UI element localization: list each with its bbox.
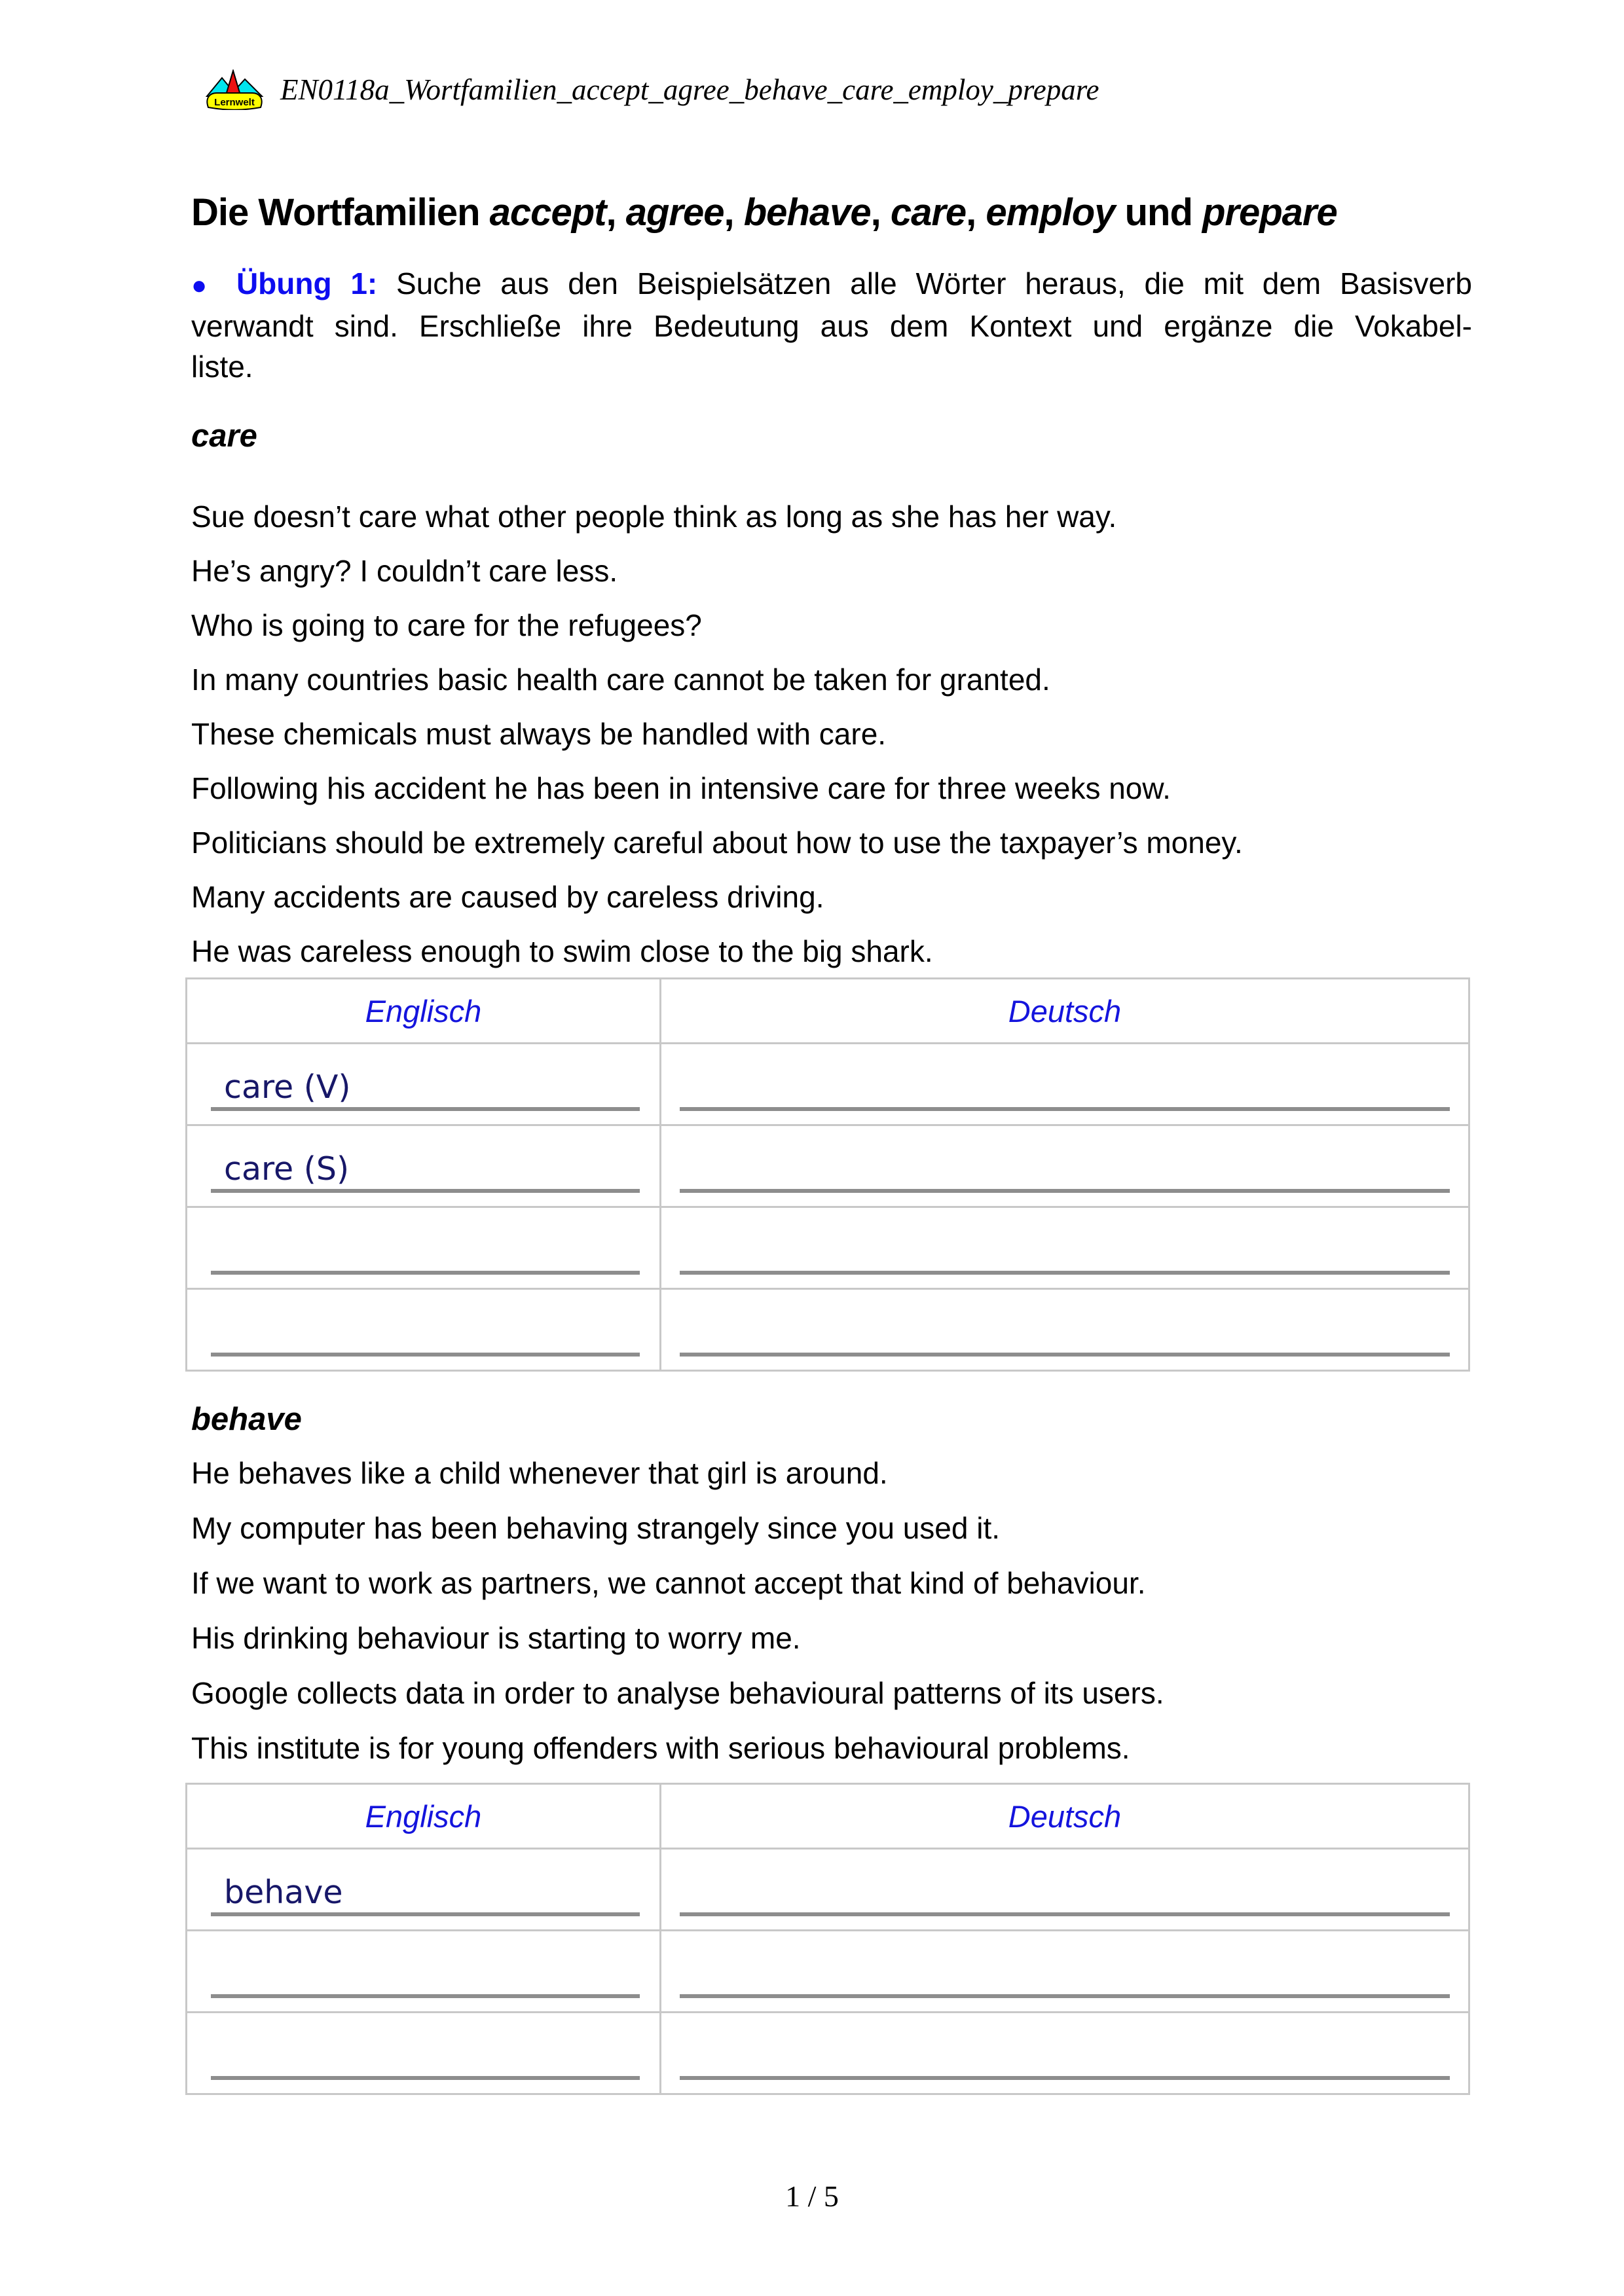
fill-in-line xyxy=(680,1994,1450,1998)
fill-in-line xyxy=(680,1912,1450,1916)
title-part-word: accept xyxy=(489,191,606,234)
example-sentence: My computer has been behaving strangely since you used it. xyxy=(191,1511,1001,1545)
section-heading-behave: behave xyxy=(191,1402,302,1437)
table-header-english: Englisch xyxy=(187,1785,661,1848)
fill-in-line xyxy=(680,1271,1450,1275)
german-cell xyxy=(661,1850,1468,1929)
table-row xyxy=(187,1929,1468,2011)
english-cell xyxy=(187,1290,661,1370)
example-sentence: In many countries basic health care cannot be taken for granted. xyxy=(191,662,1050,697)
instructions-line: liste. xyxy=(191,350,253,384)
care-example-sentences xyxy=(191,489,1494,978)
english-entry: care (S) xyxy=(224,1150,350,1188)
document-id: EN0118a_Wortfamilien_accept_agree_behave_care_employ_prepare xyxy=(280,73,1099,106)
table-row xyxy=(187,1288,1468,1370)
page-title xyxy=(191,191,1494,234)
example-sentence: He’s angry? I couldn’t care less. xyxy=(191,553,618,588)
example-sentence: These chemicals must always be handled with care. xyxy=(191,716,887,751)
fill-in-line xyxy=(211,1271,640,1275)
table-row xyxy=(187,1206,1468,1288)
english-cell xyxy=(187,2013,661,2093)
english-cell xyxy=(187,1126,661,1206)
fill-in-line xyxy=(211,1912,640,1916)
example-sentence: He was careless enough to swim close to the big shark. xyxy=(191,934,933,968)
fill-in-line xyxy=(680,1353,1450,1357)
behave-example-sentences xyxy=(191,1446,1494,1776)
german-cell xyxy=(661,1931,1468,2011)
example-sentence: Google collects data in order to analyse behavioural patterns of its users. xyxy=(191,1676,1164,1710)
example-sentence: Politicians should be extremely careful about how to use the taxpayer’s money. xyxy=(191,825,1243,860)
german-cell xyxy=(661,1290,1468,1370)
table-header-row xyxy=(187,979,1468,1042)
fill-in-line xyxy=(680,1189,1450,1193)
instructions-text: Suche aus den Beispielsätzen alle Wörter heraus, die mit dem Basisverb xyxy=(396,266,1472,301)
english-cell xyxy=(187,1044,661,1124)
section-heading-care: care xyxy=(191,418,257,454)
table-header-german: Deutsch xyxy=(1008,993,1122,1029)
fill-in-line xyxy=(211,1189,640,1193)
table-header-german: Deutsch xyxy=(1008,1798,1122,1834)
fill-in-line xyxy=(211,1107,640,1111)
logo-label: Lernwelt xyxy=(214,97,255,108)
table-row xyxy=(187,1848,1468,1929)
example-sentence: His drinking behaviour is starting to worry me. xyxy=(191,1621,801,1655)
vocab-table-behave xyxy=(185,1783,1470,2095)
fill-in-line xyxy=(211,2076,640,2080)
exercise-instructions xyxy=(191,263,1472,387)
bullet-icon: ● xyxy=(191,271,218,300)
table-row xyxy=(187,1124,1468,1206)
page-number: 1 / 5 xyxy=(785,2179,839,2213)
title-part-word: employ xyxy=(986,191,1115,234)
table-header-row xyxy=(187,1785,1468,1848)
english-entry: behave xyxy=(224,1874,343,1911)
example-sentence: He behaves like a child whenever that girl is around. xyxy=(191,1456,888,1490)
german-cell xyxy=(661,2013,1468,2093)
example-sentence: Following his accident he has been in intensive care for three weeks now. xyxy=(191,771,1171,805)
document-header xyxy=(203,68,1099,111)
example-sentence: Sue doesn’t care what other people think as long as she has her way. xyxy=(191,499,1117,534)
instructions-line xyxy=(191,263,1472,306)
table-row xyxy=(187,1042,1468,1124)
fill-in-line xyxy=(680,1107,1450,1111)
title-part: , xyxy=(870,191,891,234)
title-part-word: agree xyxy=(625,191,724,234)
instructions-line: verwandt sind. Erschließe ihre Bedeutung aus dem Kontext und ergänze die Vokabel- xyxy=(191,309,1472,343)
german-cell xyxy=(661,1126,1468,1206)
fill-in-line xyxy=(680,2076,1450,2080)
english-entry: care (V) xyxy=(224,1068,351,1106)
title-part: , xyxy=(606,191,626,234)
title-part: , xyxy=(966,191,986,234)
table-row xyxy=(187,2011,1468,2093)
lernwelt-logo-icon xyxy=(203,69,266,110)
example-sentence: Many accidents are caused by careless driving. xyxy=(191,879,824,914)
title-part-word: care xyxy=(890,191,967,234)
fill-in-line xyxy=(211,1994,640,1998)
title-part: Die Wortfamilien xyxy=(191,191,490,234)
english-cell xyxy=(187,1850,661,1929)
title-part: und xyxy=(1115,191,1202,234)
german-cell xyxy=(661,1044,1468,1124)
fill-in-line xyxy=(211,1353,640,1357)
example-sentence: Who is going to care for the refugees? xyxy=(191,608,702,642)
vocab-table-care xyxy=(185,977,1470,1372)
german-cell xyxy=(661,1208,1468,1288)
english-cell xyxy=(187,1208,661,1288)
title-part-word: behave xyxy=(743,191,871,234)
example-sentence: If we want to work as partners, we cannot accept that kind of behaviour. xyxy=(191,1566,1146,1600)
table-header-english: Englisch xyxy=(187,979,661,1042)
english-cell xyxy=(187,1931,661,2011)
example-sentence: This institute is for young offenders with serious behavioural problems. xyxy=(191,1731,1130,1765)
title-part: , xyxy=(724,191,744,234)
title-part-word: prepare xyxy=(1202,191,1337,234)
exercise-label: Übung 1: xyxy=(236,266,378,301)
